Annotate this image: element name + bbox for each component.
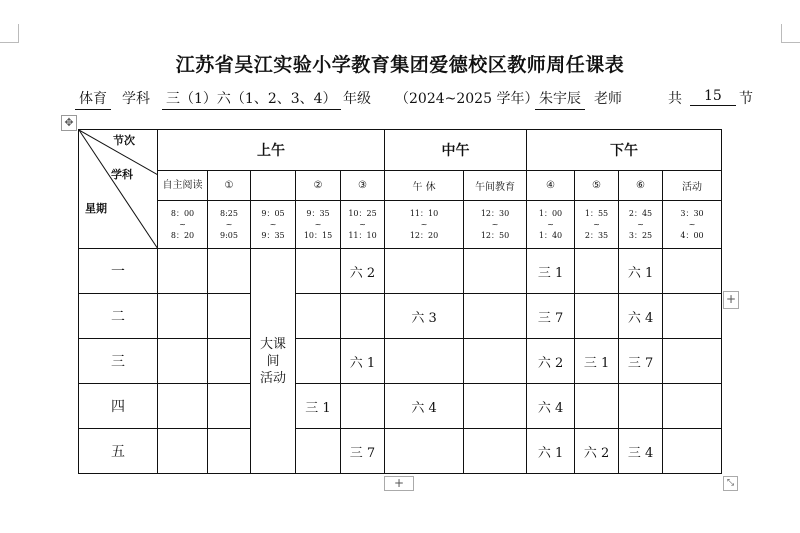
schedule-cell: 六 1 xyxy=(619,249,663,294)
total-suffix: 节 xyxy=(739,91,753,107)
time-separator: ~ xyxy=(179,220,186,229)
schedule-cell xyxy=(208,249,251,294)
big-break-line: 间 xyxy=(266,353,280,369)
schedule-cell xyxy=(208,339,251,384)
time-start: 3：30 xyxy=(680,209,704,218)
section-noon: 中午 xyxy=(385,130,527,171)
schedule-cell xyxy=(575,294,619,339)
corner-period-label: 节次 xyxy=(113,134,135,147)
schedule-cell: 三 1 xyxy=(527,249,575,294)
weekday-label: 五 xyxy=(79,429,158,474)
time-separator: ~ xyxy=(547,220,554,229)
crop-mark-top-left xyxy=(0,24,19,43)
total-count: 15 xyxy=(690,88,736,106)
time-end: 3：25 xyxy=(628,231,653,240)
schedule-cell xyxy=(464,294,527,339)
schedule-cell xyxy=(296,339,341,384)
time-end: 8：20 xyxy=(170,231,195,240)
period-header: ④ xyxy=(527,171,575,201)
time-separator: ~ xyxy=(637,220,644,229)
time-cell xyxy=(208,201,251,249)
schedule-cell xyxy=(663,384,722,429)
plus-icon: + xyxy=(393,476,405,490)
schedule-cell xyxy=(208,294,251,339)
page-title: 江苏省吴江实验小学教育集团爱德校区教师周任课表 xyxy=(175,54,625,76)
time-cell xyxy=(527,201,575,249)
time-separator: ~ xyxy=(314,220,322,229)
time-start: 9：05 xyxy=(261,209,285,218)
schedule-cell: 六 3 xyxy=(385,294,464,339)
time-cell xyxy=(296,201,341,249)
time-start: 1：00 xyxy=(538,209,563,218)
period-header: ② xyxy=(296,171,341,201)
schedule-cell xyxy=(663,339,722,384)
move-handle-icon[interactable]: ✥ xyxy=(61,115,77,131)
time-start: 12：30 xyxy=(480,209,510,218)
schedule-cell xyxy=(158,249,208,294)
schedule-cell xyxy=(296,249,341,294)
time-start: 11：10 xyxy=(409,209,439,218)
time-cell xyxy=(341,201,385,249)
time-end: 4：00 xyxy=(680,231,704,240)
period-header: 午 休 xyxy=(385,171,464,201)
schedule-cell xyxy=(464,249,527,294)
schedule-cell xyxy=(158,339,208,384)
schedule-cell: 六 4 xyxy=(385,384,464,429)
resize-handle-icon[interactable]: ⤡ xyxy=(723,476,738,491)
schedule-cell: 六 1 xyxy=(341,339,385,384)
period-header: ③ xyxy=(341,171,385,201)
time-separator: ~ xyxy=(491,220,499,229)
schedule-cell: 六 1 xyxy=(527,429,575,474)
time-start: 2：45 xyxy=(628,209,653,218)
add-row-button[interactable] xyxy=(384,476,414,491)
time-cell xyxy=(251,201,296,249)
time-separator: ~ xyxy=(420,220,428,229)
schedule-cell xyxy=(619,384,663,429)
schedule-cell xyxy=(464,339,527,384)
schedule-cell xyxy=(296,294,341,339)
time-separator: ~ xyxy=(359,220,366,229)
time-separator: ~ xyxy=(225,220,233,229)
schedule-cell xyxy=(663,294,722,339)
time-end: 9:05 xyxy=(220,231,238,240)
schedule-cell xyxy=(341,294,385,339)
subject-value: 体育 xyxy=(75,88,111,110)
period-header: 活动 xyxy=(663,171,722,201)
subject-label: 学科 xyxy=(122,91,150,107)
schedule-cell xyxy=(575,249,619,294)
teacher-label: 老师 xyxy=(594,91,622,107)
schedule-cell xyxy=(385,339,464,384)
time-start: 8：00 xyxy=(170,209,195,218)
big-break-cell xyxy=(251,249,296,474)
time-cell xyxy=(575,201,619,249)
time-end: 11：10 xyxy=(348,231,377,240)
schedule-cell xyxy=(208,429,251,474)
total-prefix: 共 xyxy=(668,91,682,107)
schedule-cell: 三 1 xyxy=(296,384,341,429)
time-end: 1：40 xyxy=(538,231,563,240)
schedule-cell xyxy=(158,294,208,339)
big-break-line: 活动 xyxy=(259,370,286,386)
schedule-cell: 三 7 xyxy=(341,429,385,474)
weekday-label: 三 xyxy=(79,339,158,384)
schedule-cell xyxy=(158,429,208,474)
schedule-cell: 六 2 xyxy=(575,429,619,474)
schedule-cell xyxy=(464,429,527,474)
plus-icon: + xyxy=(725,292,737,306)
schedule-cell: 三 4 xyxy=(619,429,663,474)
period-header: ⑤ xyxy=(575,171,619,201)
time-end: 12：50 xyxy=(480,231,510,240)
period-header: 午间教育 xyxy=(464,171,527,201)
schedule-cell xyxy=(158,384,208,429)
section-morning: 上午 xyxy=(158,130,385,171)
schedule-cell xyxy=(208,384,251,429)
time-separator: ~ xyxy=(688,220,696,229)
time-cell xyxy=(158,201,208,249)
schedule-cell xyxy=(663,429,722,474)
schedule-cell: 六 4 xyxy=(527,384,575,429)
time-start: 8:25 xyxy=(220,209,238,218)
weekday-label: 二 xyxy=(79,294,158,339)
grade-label: 年级 xyxy=(343,91,371,107)
time-end: 10：15 xyxy=(303,231,333,240)
schedule-cell xyxy=(575,384,619,429)
school-year: （2024~2025 学年） xyxy=(395,91,539,107)
period-header: ① xyxy=(208,171,251,201)
time-separator: ~ xyxy=(593,220,600,229)
schedule-cell xyxy=(385,249,464,294)
time-start: 10：25 xyxy=(348,209,377,218)
schedule-cell xyxy=(341,384,385,429)
time-cell xyxy=(385,201,464,249)
period-header: ⑥ xyxy=(619,171,663,201)
time-end: 9：35 xyxy=(261,231,285,240)
time-end: 12：20 xyxy=(409,231,439,240)
weekday-label: 四 xyxy=(79,384,158,429)
add-column-button[interactable] xyxy=(723,291,739,309)
time-cell xyxy=(663,201,722,249)
weekday-label: 一 xyxy=(79,249,158,294)
schedule-cell xyxy=(663,249,722,294)
period-header xyxy=(251,171,296,201)
section-afternoon: 下午 xyxy=(527,130,722,171)
schedule-cell: 三 7 xyxy=(619,339,663,384)
schedule-cell: 六 2 xyxy=(527,339,575,384)
time-end: 2：35 xyxy=(584,231,609,240)
schedule-cell: 六 4 xyxy=(619,294,663,339)
schedule-cell: 三 7 xyxy=(527,294,575,339)
grades-value: 三（1）六（1、2、3、4） xyxy=(162,88,341,110)
schedule-cell: 三 1 xyxy=(575,339,619,384)
period-header: 自主阅读 xyxy=(158,171,208,201)
crop-mark-top-right xyxy=(781,24,800,43)
corner-weekday-label: 星期 xyxy=(85,202,107,215)
schedule-cell xyxy=(464,384,527,429)
schedule-table xyxy=(78,129,722,474)
time-start: 1：55 xyxy=(584,209,609,218)
schedule-cell xyxy=(385,429,464,474)
corner-subject-label: 学科 xyxy=(111,168,133,181)
time-cell xyxy=(464,201,527,249)
big-break-line: 大课 xyxy=(259,336,286,352)
schedule-cell: 六 2 xyxy=(341,249,385,294)
time-start: 9：35 xyxy=(306,209,330,218)
corner-header xyxy=(79,130,158,249)
time-cell xyxy=(619,201,663,249)
schedule-cell xyxy=(296,429,341,474)
time-separator: ~ xyxy=(269,220,277,229)
teacher-value: 朱宇辰 xyxy=(535,88,585,110)
